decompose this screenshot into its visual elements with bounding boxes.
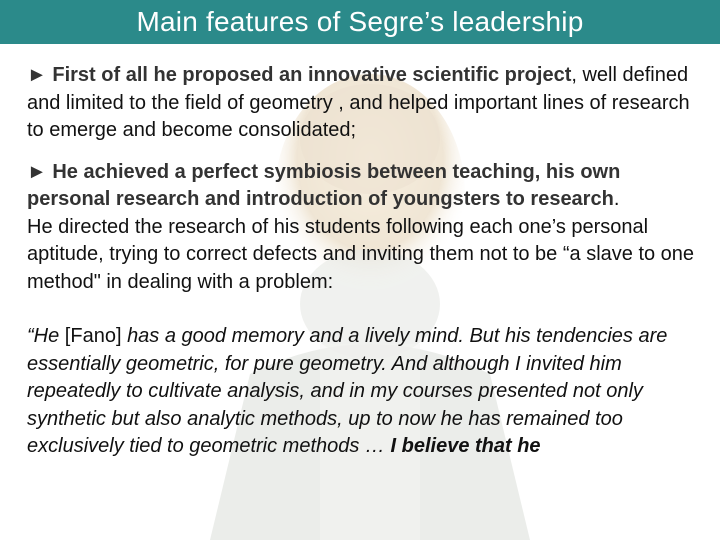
slide-title: Main features of Segre’s leadership bbox=[136, 6, 584, 37]
point-1-rest: well defined and limited to the field of geometry , and helped important lines of research to emerge and become consolidated; bbox=[27, 64, 690, 141]
quote-bold-tail: I believe that he bbox=[390, 435, 541, 457]
quote-bracket: [Fano] bbox=[64, 325, 122, 347]
slide-body bbox=[27, 62, 707, 461]
bullet-arrow-icon: ► bbox=[27, 160, 47, 183]
point-2 bbox=[27, 159, 707, 297]
title-bar bbox=[0, 0, 720, 44]
point-2-period: . bbox=[613, 188, 620, 210]
quote-text: has a good memory and a lively mind. But his tendencies are essentially geometric, for pure geometry. And although I invited him repeatedly to cultivate analysis, and in my courses presented not only synthetic but also analytic methods, up to now he has remained too exclusively tied to geometric methods … bbox=[27, 325, 668, 457]
bullet-arrow-icon: ► bbox=[27, 64, 47, 86]
quote-open: “He bbox=[27, 325, 60, 347]
point-1 bbox=[27, 62, 707, 145]
point-2-bold-text: He achieved a perfect symbiosis between teaching, his own personal research and introduction of youngsters to research bbox=[27, 160, 621, 210]
segre-quote bbox=[27, 323, 707, 461]
point-1-bold-text: First of all he proposed an innovative scientific project bbox=[52, 64, 572, 86]
point-1-comma: , bbox=[571, 64, 577, 86]
point-2-body: He directed the research of his students following each one’s personal aptitude, trying to correct defects and inviting them not to be “a slave to one method" in dealing with a problem: bbox=[27, 215, 695, 293]
